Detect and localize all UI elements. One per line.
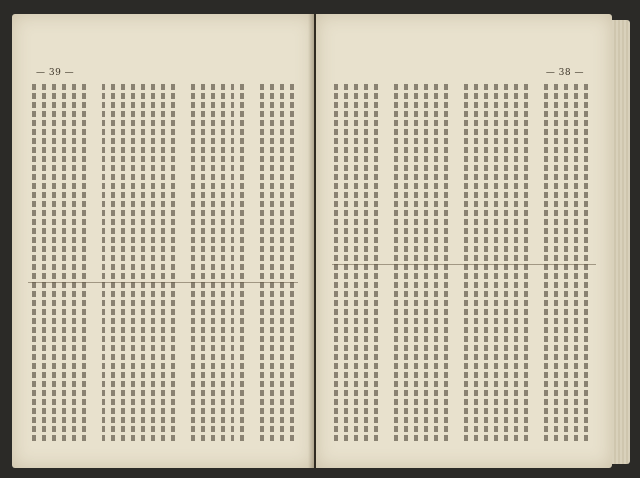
text-column <box>221 84 225 444</box>
text-column <box>171 84 175 444</box>
text-column <box>131 84 135 444</box>
text-column <box>52 84 56 444</box>
left-page <box>12 14 314 468</box>
text-column <box>191 84 195 444</box>
page-edges <box>612 20 630 464</box>
text-column <box>121 84 125 444</box>
text-column <box>72 84 76 444</box>
open-book <box>12 14 632 470</box>
text-column <box>201 84 205 444</box>
text-column <box>62 84 66 444</box>
text-column <box>240 84 244 444</box>
column-gap <box>181 84 185 444</box>
text-column <box>231 84 235 444</box>
text-column <box>102 84 106 444</box>
text-column <box>42 84 46 444</box>
text-column <box>290 84 294 444</box>
text-column <box>161 84 165 444</box>
text-column <box>280 84 284 444</box>
column-gap <box>92 84 96 444</box>
section-divider <box>332 264 596 265</box>
text-column <box>270 84 274 444</box>
page-number: — 38 — <box>545 68 584 78</box>
text-column <box>260 84 264 444</box>
page-number: — 39 — <box>36 68 75 78</box>
text-column <box>82 84 86 444</box>
text-column <box>32 84 36 444</box>
text-column <box>141 84 145 444</box>
text-column <box>211 84 215 444</box>
text-column <box>111 84 115 444</box>
text-columns <box>32 84 294 444</box>
column-gap <box>250 84 254 444</box>
right-page <box>316 14 612 468</box>
section-divider <box>28 282 298 283</box>
text-column <box>151 84 155 444</box>
